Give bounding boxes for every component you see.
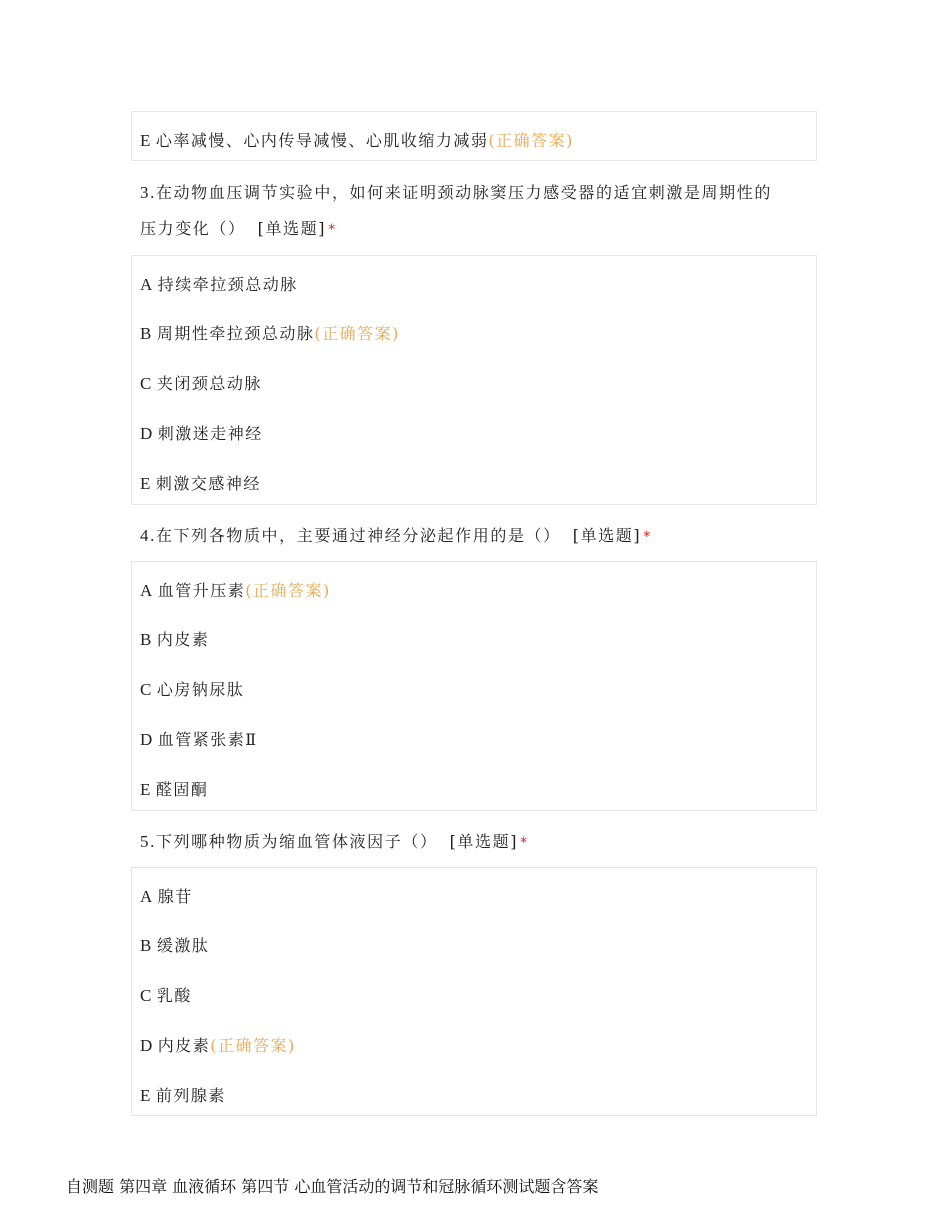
q4-question (140, 518, 820, 555)
q3-option-e[interactable] (140, 474, 261, 494)
question-number: 5. (140, 832, 156, 851)
q5-option-d[interactable] (140, 1036, 296, 1056)
question-text-continued: 压力变化（） (140, 219, 246, 238)
required-star: * (643, 529, 652, 545)
q3-option-c[interactable] (140, 374, 262, 394)
option-letter: D (140, 730, 154, 749)
question-number: 3. (140, 183, 156, 202)
question-number: 4. (140, 526, 156, 545)
q4-option-d[interactable] (140, 730, 258, 750)
q4-option-b[interactable] (140, 630, 209, 650)
question-type: [单选题] (257, 219, 327, 238)
option-letter: D (140, 424, 154, 443)
option-letter: A (140, 275, 154, 294)
q4-option-e[interactable] (140, 780, 208, 800)
q3-line2 (140, 211, 820, 248)
option-letter: B (140, 630, 153, 649)
option-letter: A (140, 887, 154, 906)
option-text: 血管升压素 (157, 581, 246, 600)
option-text: 心房钠尿肽 (156, 680, 245, 699)
question-text: 在动物血压调节实验中，如何来证明颈动脉窦压力感受器的适宜刺激是周期性的 (155, 183, 772, 202)
option-text: 周期性牵拉颈总动脉 (156, 324, 315, 343)
q5-option-a[interactable] (140, 887, 193, 907)
question-type: [单选题] (449, 832, 519, 851)
option-text: 夹闭颈总动脉 (156, 374, 262, 393)
option-text: 心率减慢、心内传导减慢、心肌收缩力减弱 (155, 131, 489, 150)
q4-option-c[interactable] (140, 680, 244, 700)
q3-option-a[interactable] (140, 275, 298, 295)
q5-options-box (131, 867, 817, 1116)
question-text: 下列哪种物质为缩血管体液因子（） (155, 832, 438, 851)
option-letter: C (140, 374, 153, 393)
option-letter: E (140, 780, 152, 799)
option-letter: E (140, 474, 152, 493)
q4-option-a[interactable] (140, 581, 331, 601)
option-letter: C (140, 680, 153, 699)
option-letter: D (140, 1036, 154, 1055)
option-text: 内皮素 (157, 1036, 211, 1055)
option-text: 刺激迷走神经 (157, 424, 263, 443)
option-text: 持续牵拉颈总动脉 (157, 275, 298, 294)
correct-answer-tag: (正确答案) (210, 1036, 296, 1055)
correct-answer-tag: (正确答案) (314, 324, 400, 343)
correct-answer-tag: (正确答案) (245, 581, 331, 600)
option-text: 乳酸 (156, 986, 192, 1005)
q4-line1 (140, 518, 820, 555)
option-letter: C (140, 986, 153, 1005)
option-text: 血管紧张素Ⅱ (157, 730, 258, 749)
q5-line1 (140, 824, 820, 861)
question-type: [单选题] (572, 526, 642, 545)
q5-question (140, 824, 820, 861)
option-letter: E (140, 131, 152, 150)
option-text: 缓激肽 (156, 936, 210, 955)
option-letter: E (140, 1086, 152, 1105)
q2-option-e[interactable] (140, 131, 574, 151)
required-star: * (328, 222, 337, 238)
required-star: * (520, 835, 529, 851)
correct-answer-tag: (正确答案) (488, 131, 574, 150)
option-letter: A (140, 581, 154, 600)
q5-option-c[interactable] (140, 986, 192, 1006)
option-letter: B (140, 936, 153, 955)
q3-question (140, 175, 820, 248)
option-text: 腺苷 (157, 887, 193, 906)
q3-option-b[interactable] (140, 324, 400, 344)
q5-option-b[interactable] (140, 936, 209, 956)
option-text: 醛固酮 (155, 780, 209, 799)
option-text: 前列腺素 (155, 1086, 226, 1105)
q5-option-e[interactable] (140, 1086, 226, 1106)
q3-line1 (140, 175, 820, 211)
option-letter: B (140, 324, 153, 343)
option-text: 刺激交感神经 (155, 474, 261, 493)
q3-option-d[interactable] (140, 424, 263, 444)
question-text: 在下列各物质中，主要通过神经分泌起作用的是（） (155, 526, 561, 545)
document-footer-title: 自测题 第四章 血液循环 第四节 心血管活动的调节和冠脉循环测试题含答案 (66, 1177, 599, 1196)
option-text: 内皮素 (156, 630, 210, 649)
